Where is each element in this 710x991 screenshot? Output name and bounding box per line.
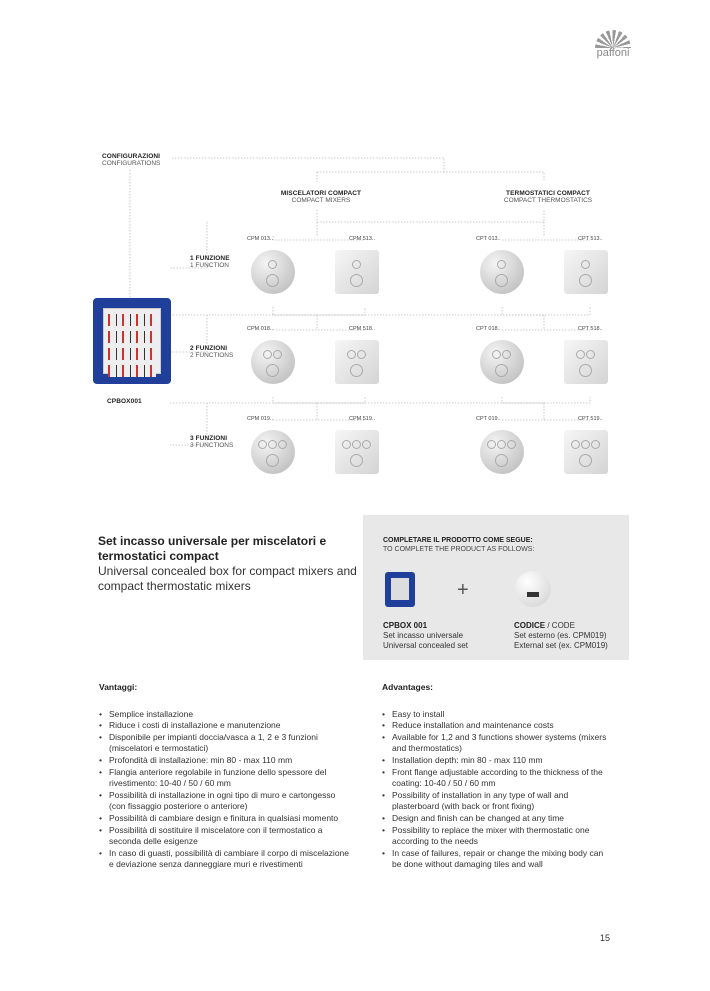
advantages-list xyxy=(382,709,612,871)
code-caption: CODICE / CODE Set esterno (es. CPM019) External set (ex. CPM019) xyxy=(514,621,608,650)
list-item: • In case of failures, repair or change the mixing body can be done without damaging tiles and wall xyxy=(382,848,612,871)
product-image xyxy=(564,250,608,294)
product-image xyxy=(564,340,608,384)
list-item: • Available for 1,2 and 3 functions shower systems (mixers and thermostatics) xyxy=(382,732,612,755)
product-code: CPM 019.. xyxy=(247,416,273,422)
list-item: • Possibility of installation in any type of wall and plasterboard (with back or front fixing) xyxy=(382,790,612,813)
list-item: • Disponibile per impianti doccia/vasca a 1, 2 e 3 funzioni (miscelatori e termostatici) xyxy=(99,732,349,755)
product-code: CPT 019.. xyxy=(476,416,501,422)
group-mixers: MISCELATORI COMPACT COMPACT MIXERS xyxy=(280,190,362,204)
list-item: • Profondità di installazione: min 80 - max 110 mm xyxy=(99,755,349,767)
product-code: CPT 519.. xyxy=(578,416,603,422)
plus-icon: + xyxy=(457,579,469,601)
vantaggi-section: Vantaggi: • Semplice installazione • Riduce i costi di installazione e manutenzione • Disponibile per impianti doccia/vasca a 1, 2 e 3 funzioni (miscelatori e termostatici) • Profondità di installazione: min 80 - max 110 mm • Flangia anteriore regolabile in funzione dello spessore del rivestimento: 10-40 / 50 / 60 mm • Possibilità di installazione in ogni tipo di muro e cartongesso (con fissaggio posteriore o anteriore) • Possibilità di cambiare design e finitura in qualsiasi momento • Possibilità di sostituire il miscelatore con il termostatico a seconda delle esigenze • In caso di guasti, possibilità di cambiare il corpo di miscelazione e deviazione senza danneggiare muri e rivestimenti xyxy=(99,682,349,871)
product-image xyxy=(480,340,524,384)
list-item: • Riduce i costi di installazione e manutenzione xyxy=(99,720,349,732)
list-item: • Semplice installazione xyxy=(99,709,349,721)
product-image xyxy=(335,340,379,384)
row-label: 2 FUNZIONI 2 FUNCTIONS xyxy=(190,345,234,359)
product-code: CPT 013.. xyxy=(476,236,501,242)
list-item: • Flangia anteriore regolabile in funzione dello spessore del rivestimento: 10-40 / 50 / 60 mm xyxy=(99,767,349,790)
product-image xyxy=(335,430,379,474)
cpbox-caption: CPBOX 001 Set incasso universale Universal concealed set xyxy=(383,621,468,650)
brand-logo: paffoni xyxy=(583,30,643,59)
product-code: CPT 018.. xyxy=(476,326,501,332)
external-set-thumbnail xyxy=(515,571,551,607)
list-item: • Possibilità di cambiare design e finitura in qualsiasi momento xyxy=(99,813,349,825)
product-code: CPM 513.. xyxy=(349,236,375,242)
product-image xyxy=(251,340,295,384)
cpbox-label: CPBOX001 xyxy=(107,398,142,405)
row-label: 3 FUNZIONI 3 FUNCTIONS xyxy=(190,435,234,449)
list-item: • Possibility to replace the mixer with thermostatic one according to the needs xyxy=(382,825,612,848)
list-item: • In caso di guasti, possibilità di cambiare il corpo di miscelazione e deviazione senza danneggiare muri e rivestimenti xyxy=(99,848,349,871)
product-code: CPT 518.. xyxy=(578,326,603,332)
product-title: Set incasso universale per miscelatori e termostatici compact Universal concealed box for compact mixers and compact thermostatic mixers xyxy=(98,534,357,593)
configurations-label: CONFIGURAZIONI CONFIGURATIONS xyxy=(102,153,161,167)
list-item: • Front flange adjustable according to the thickness of the coating: 10-40 / 50 / 60 mm xyxy=(382,767,612,790)
product-code: CPM 519.. xyxy=(349,416,375,422)
product-image xyxy=(564,430,608,474)
group-thermostatics: TERMOSTATICI COMPACT COMPACT THERMOSTATICS xyxy=(503,190,593,204)
vantaggi-list xyxy=(99,709,349,871)
list-item: • Installation depth: min 80 - max 110 mm xyxy=(382,755,612,767)
list-item: • Design and finish can be changed at any time xyxy=(382,813,612,825)
page-number: 15 xyxy=(600,933,611,943)
product-code: CPM 018.. xyxy=(247,326,273,332)
product-code: CPT 513.. xyxy=(578,236,603,242)
product-image xyxy=(335,250,379,294)
product-image xyxy=(480,430,524,474)
list-item: • Reduce installation and maintenance costs xyxy=(382,720,612,732)
product-image xyxy=(480,250,524,294)
row-label: 1 FUNZIONE 1 FUNCTION xyxy=(190,255,230,269)
cpbox-image xyxy=(93,298,171,384)
product-image xyxy=(251,430,295,474)
product-code: CPM 518.. xyxy=(349,326,375,332)
product-image xyxy=(251,250,295,294)
list-item: • Possibilità di installazione in ogni tipo di muro e cartongesso (con fissaggio posteriore o anteriore) xyxy=(99,790,349,813)
cpbox-thumbnail xyxy=(385,572,415,607)
list-item: • Possibilità di sostituire il miscelatore con il termostatico a seconda delle esigenze xyxy=(99,825,349,848)
advantages-section: Advantages: • Easy to install • Reduce installation and maintenance costs • Available for 1,2 and 3 functions shower systems (mixers and thermostatics) • Installation depth: min 80 - max 110 mm • Front flange adjustable according to the thickness of the coating: 10-40 / 50 / 60 mm • Possibility of installation in any type of wall and plasterboard (with back or front fixing) • Design and finish can be changed at any time • Possibility to replace the mixer with thermostatic one according to the needs • In case of failures, repair or change the mixing body can be done without damaging tiles and wall xyxy=(382,682,612,871)
product-code: CPM 013.. xyxy=(247,236,273,242)
complete-product-box: COMPLETARE IL PRODOTTO COME SEGUE: TO COMPLETE THE PRODUCT AS FOLLOWS: + CPBOX 001 Set incasso universale Universal concealed set CODICE / CODE Set esterno (es. CPM019) External set (ex. CPM019) xyxy=(363,515,629,660)
list-item: • Easy to install xyxy=(382,709,612,721)
